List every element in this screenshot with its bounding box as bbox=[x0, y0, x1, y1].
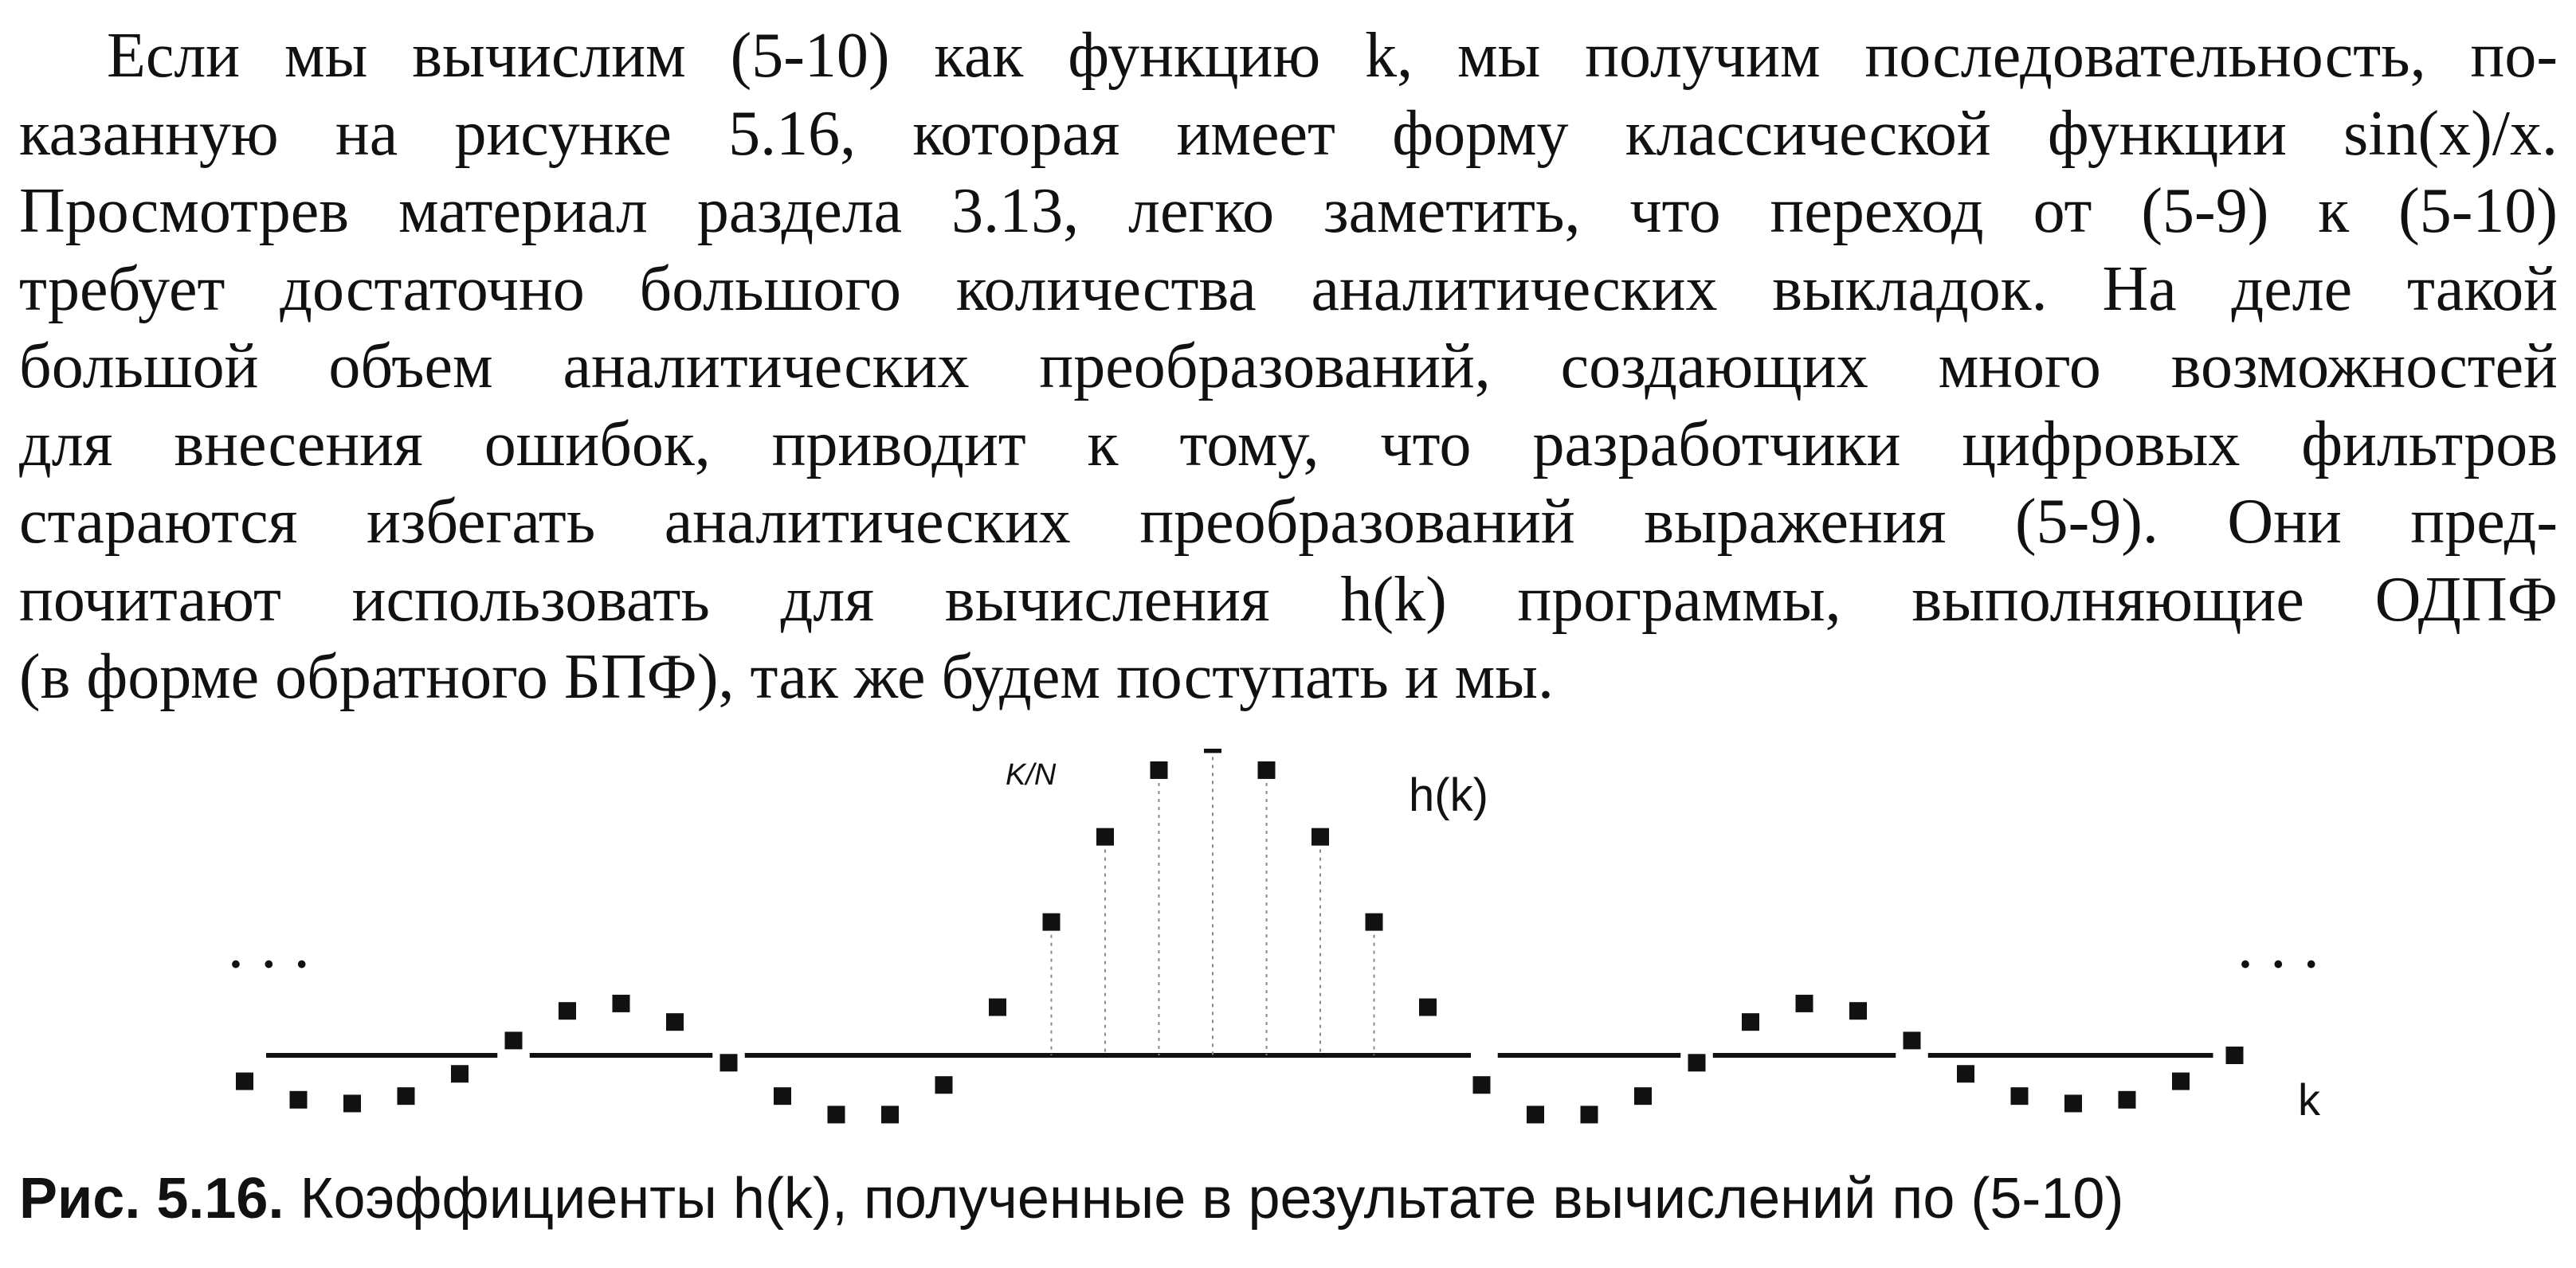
figure-caption bbox=[19, 1163, 2123, 1235]
data-point bbox=[505, 1031, 523, 1049]
text-line: большой объем аналитических преобразований, создающих много возможностей bbox=[19, 331, 2558, 401]
data-point bbox=[720, 1054, 738, 1071]
data-point bbox=[1634, 1087, 1652, 1105]
data-point bbox=[613, 995, 630, 1012]
data-point bbox=[1151, 761, 1168, 779]
data-point bbox=[559, 1002, 576, 1019]
text-line: почитают использовать для вычисления h(k) программы, выполняющие ОДПФ bbox=[19, 564, 2558, 635]
data-point bbox=[1473, 1076, 1491, 1094]
body-paragraph bbox=[19, 18, 2558, 717]
data-point bbox=[666, 1013, 684, 1031]
peak-label: K/N bbox=[1006, 758, 1057, 792]
data-point bbox=[2064, 1094, 2082, 1112]
data-point bbox=[1904, 1031, 1921, 1049]
stems bbox=[1052, 757, 1374, 1055]
data-point bbox=[774, 1087, 791, 1105]
data-point bbox=[1204, 749, 1221, 753]
data-point bbox=[398, 1087, 415, 1105]
data-point bbox=[1419, 999, 1437, 1016]
data-point bbox=[236, 1073, 253, 1090]
data-point bbox=[1527, 1106, 1544, 1123]
series-label: h(k) bbox=[1409, 769, 1488, 821]
caption-label: Рис. 5.16. bbox=[19, 1167, 284, 1231]
data-point bbox=[2011, 1087, 2029, 1105]
data-point bbox=[1581, 1106, 1598, 1123]
data-point bbox=[1688, 1054, 1706, 1071]
text-line: (в форме обратного БПФ), так же будем поступать и мы. bbox=[19, 642, 1555, 712]
data-point bbox=[1312, 828, 1329, 846]
figure-5-16 bbox=[0, 749, 2576, 1131]
data-point bbox=[1957, 1065, 1974, 1082]
data-points bbox=[236, 749, 2244, 1123]
ellipsis-right: • • • bbox=[2241, 949, 2324, 980]
data-point bbox=[1096, 828, 1114, 846]
data-point bbox=[1258, 761, 1276, 779]
data-point bbox=[290, 1091, 308, 1109]
data-point bbox=[989, 999, 1006, 1016]
text-line: для внесения ошибок, приводит к тому, что разработчики цифровых фильтров bbox=[19, 409, 2558, 479]
text-line: стараются избегать аналитических преобразований выражения (5-9). Они пред- bbox=[19, 487, 2558, 557]
data-point bbox=[2172, 1073, 2190, 1090]
caption-text: Коэффициенты h(k), полученные в результате вычислений по (5-10) bbox=[300, 1167, 2124, 1231]
data-point bbox=[1043, 914, 1061, 931]
text-line: Просмотрев материал раздела 3.13, легко заметить, что переход от (5-9) к (5-10) bbox=[19, 176, 2558, 246]
data-point bbox=[935, 1076, 953, 1094]
axis-label-k: k bbox=[2298, 1074, 2320, 1125]
data-point bbox=[828, 1106, 845, 1123]
data-point bbox=[881, 1106, 899, 1123]
text-line: Если мы вычислим (5-10) как функцию k, мы получим последовательность, по- bbox=[107, 21, 2558, 91]
data-point bbox=[1366, 914, 1383, 931]
data-point bbox=[1742, 1013, 1759, 1031]
data-point bbox=[2119, 1091, 2136, 1109]
sinc-plot bbox=[0, 749, 2576, 1131]
data-point bbox=[1849, 1002, 1867, 1019]
ellipsis-left: • • • bbox=[231, 949, 315, 980]
data-point bbox=[451, 1065, 469, 1082]
text-line: требует достаточно большого количества аналитических выкладок. На деле такой bbox=[19, 253, 2558, 324]
data-point bbox=[2226, 1047, 2244, 1064]
data-point bbox=[1796, 995, 1813, 1012]
text-line: казанную на рисунке 5.16, которая имеет форму классической функции sin(x)/x. bbox=[19, 98, 2558, 169]
data-point bbox=[343, 1094, 361, 1112]
